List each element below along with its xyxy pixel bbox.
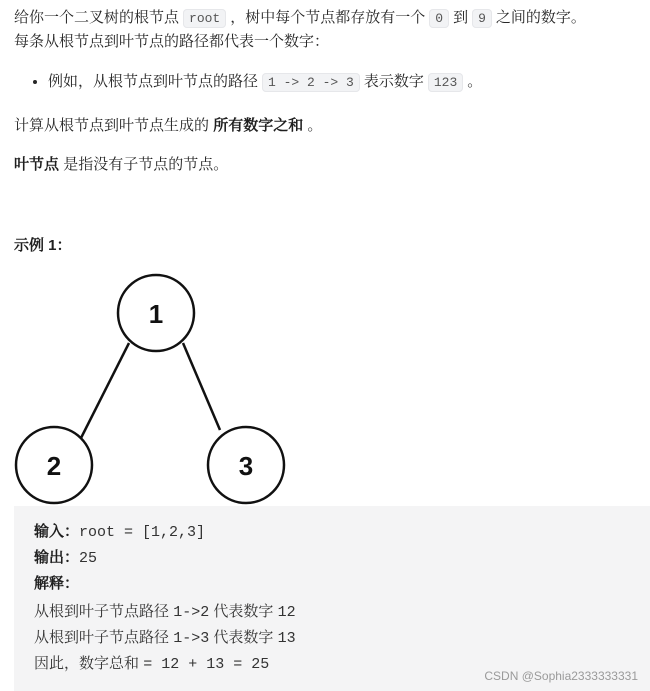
example-code-block (14, 506, 650, 691)
example-total-line: 因此，数字总和 = 12 + 13 = 25 (34, 655, 270, 673)
example-input-value: root = [1,2,3] (79, 524, 206, 541)
list-item: • 例如，从根节点到叶节点的路径 1 -> 2 -> 3 表示数字 123 。 (48, 70, 482, 95)
intro-paragraph-line2: 每条从根节点到叶节点的路径都代表一个数字： (14, 33, 330, 50)
tree-node-left (16, 427, 92, 503)
example-explain-label: 解释： (34, 575, 80, 592)
tree-edge-right (183, 343, 220, 430)
svg-text:1: 1 (148, 299, 164, 329)
example-output-value: 25 (79, 550, 98, 567)
inline-code-path: 1 -> 2 -> 3 (262, 73, 360, 92)
task-sentence: 计算从根节点到叶节点生成的 所有数字之和 。 (14, 117, 323, 134)
csdn-watermark: CSDN @Sophia2333333331 (484, 669, 638, 683)
intro-text: 之间的数字。 (495, 9, 586, 26)
inline-code-zero: 0 (429, 9, 449, 28)
tree-node-root (118, 275, 194, 351)
tree-node-right (208, 427, 284, 503)
example-path-line-1: 从根到叶子节点路径 1->2 代表数字 12 (34, 603, 296, 621)
inline-code-number: 123 (428, 73, 463, 92)
bold-term: 叶节点 (14, 156, 60, 173)
example-path-line-2: 从根到叶子节点路径 1->3 代表数字 13 (34, 629, 296, 647)
intro-text: 给你一个二叉树的根节点 (14, 9, 180, 26)
example-output-line: 输出：25 (34, 549, 98, 567)
inline-code-root: root (183, 9, 226, 28)
bold-emphasis: 所有数字之和 (213, 117, 304, 134)
svg-text:2: 2 (46, 451, 62, 481)
inline-code-nine: 9 (472, 9, 492, 28)
tree-edge-left (81, 343, 129, 438)
intro-text: 到 (453, 9, 469, 26)
svg-text:3: 3 (238, 451, 254, 481)
intro-text: ，树中每个节点都存放有一个 (230, 9, 426, 26)
example-input-line: 输入：root = [1,2,3] (34, 523, 206, 541)
leaf-definition: 叶节点 是指没有子节点的节点。 (14, 156, 229, 173)
example-heading: 示例 1： (14, 237, 72, 254)
